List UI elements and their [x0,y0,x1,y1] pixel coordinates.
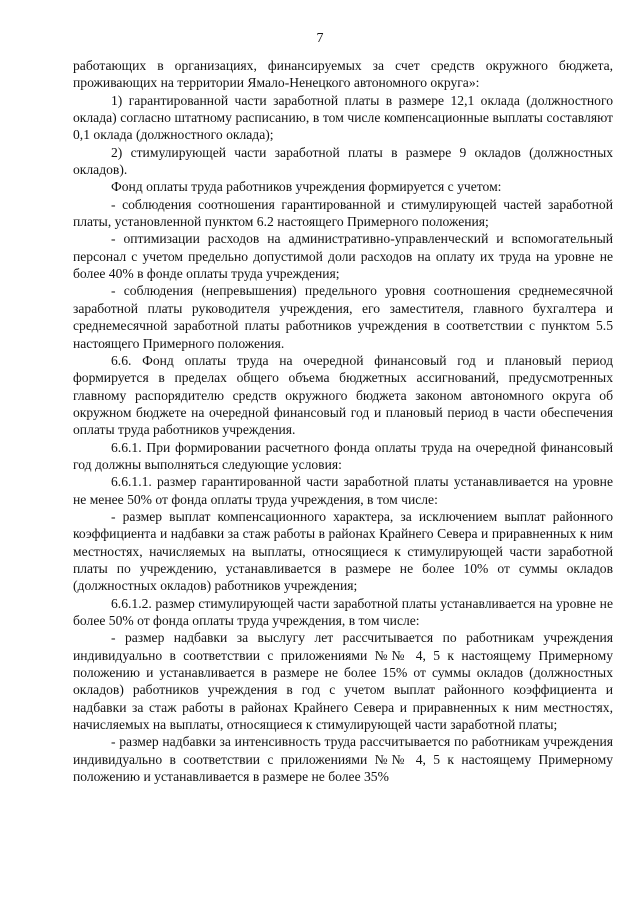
paragraph-bullet-compensation: - размер выплат компенсационного характера, за исключением выплат районного коэффициента и надбавки за стаж работы в районах Крайнего Севера и приравненных к ним местностях, начисляемых на выплаты, относящиеся к стимулирующей части заработной платы по учреждению, устанавливается в размере не более 10% от суммы окладов (должностных окладов) работников учреждения; [73,508,613,594]
paragraph-6-6-1: 6.6.1. При формировании расчетного фонда оплаты труда на очередной финансовый год должны выполняться следующие условия: [73,439,613,472]
paragraph-bullet-intensity: - размер надбавки за интенсивность труда рассчитывается по работникам учреждения индивидуально в соответствии с приложениями №№ 4, 5 к настоящему Примерному положению и устанавливается в размере не более 35% [73,734,613,785]
paragraph-6-6-1-2: 6.6.1.2. размер стимулирующей части заработной платы устанавливается на уровне не более 50% от фонда оплаты труда учреждения, в том числе: [73,595,613,628]
page-number: 7 [316,31,324,46]
paragraph-bullet-ratio: - соблюдения соотношения гарантированной и стимулирующей частей заработной платы, установленной пунктом 6.2 настоящего Примерного положения; [73,196,613,230]
paragraph-item-2: 2) стимулирующей части заработной платы в размере 9 окладов (должностных окладов). [73,144,613,178]
paragraph-bullet-seniority: - размер надбавки за выслугу лет рассчитывается по работникам учреждения индивидуально в соответствии с приложениями №№ 4, 5 к настоящему Примерному положению и устанавливается в размере не более 15% от суммы окладов (должностных окладов) работников учреждения в год с учетом выплат районного коэффициента и надбавки за стаж работы в районах Крайнего Севера и приравненных к ним местностях, начисляемых на выплаты, относящиеся к стимулирующей части заработной платы; [73,630,613,733]
paragraph-continuation: работающих в организациях, финансируемых за счет средств окружного бюджета, проживающих на территории Ямало-Ненецкого автономного округа»: [73,58,613,91]
paragraph-fund-intro: Фонд оплаты труда работников учреждения формируется с учетом: [111,179,502,195]
paragraph-6-6: 6.6. Фонд оплаты труда на очередной финансовый год и плановый период формируется в пределах общего объема бюджетных ассигнований, предусмотренных главному распорядителю средств окружного бюджета законом автономного округа об окружном бюджете на очередной финансовый год и плановый период в части обеспечения оплаты труда работников учреждения. [73,352,613,438]
paragraph-6-6-1-1: 6.6.1.1. размер гарантированной части заработной платы устанавливается на уровне не менее 50% от фонда оплаты труда учреждения, в том числе: [73,474,613,507]
paragraph-item-1: 1) гарантированной части заработной платы в размере 12,1 оклада (должностного оклада) согласно штатному расписанию, в том числе компенсационные выплаты составляют 0,1 оклада (должностного оклада); [73,92,613,143]
document-body [73,57,613,785]
paragraph-bullet-optimization: - оптимизации расходов на административно-управленческий и вспомогательный персонал с учетом предельно допустимой доли расходов на оплату их труда на уровне не более 40% в фонде оплаты труда учреждения; [73,231,613,282]
paragraph-bullet-limit: - соблюдения (непревышения) предельного уровня соотношения среднемесячной заработной платы руководителя учреждения, его заместителя, главного бухгалтера и среднемесячной заработной платы работников учреждения в соответствии с пунктом 5.5 настоящего Примерного положения. [73,283,613,351]
